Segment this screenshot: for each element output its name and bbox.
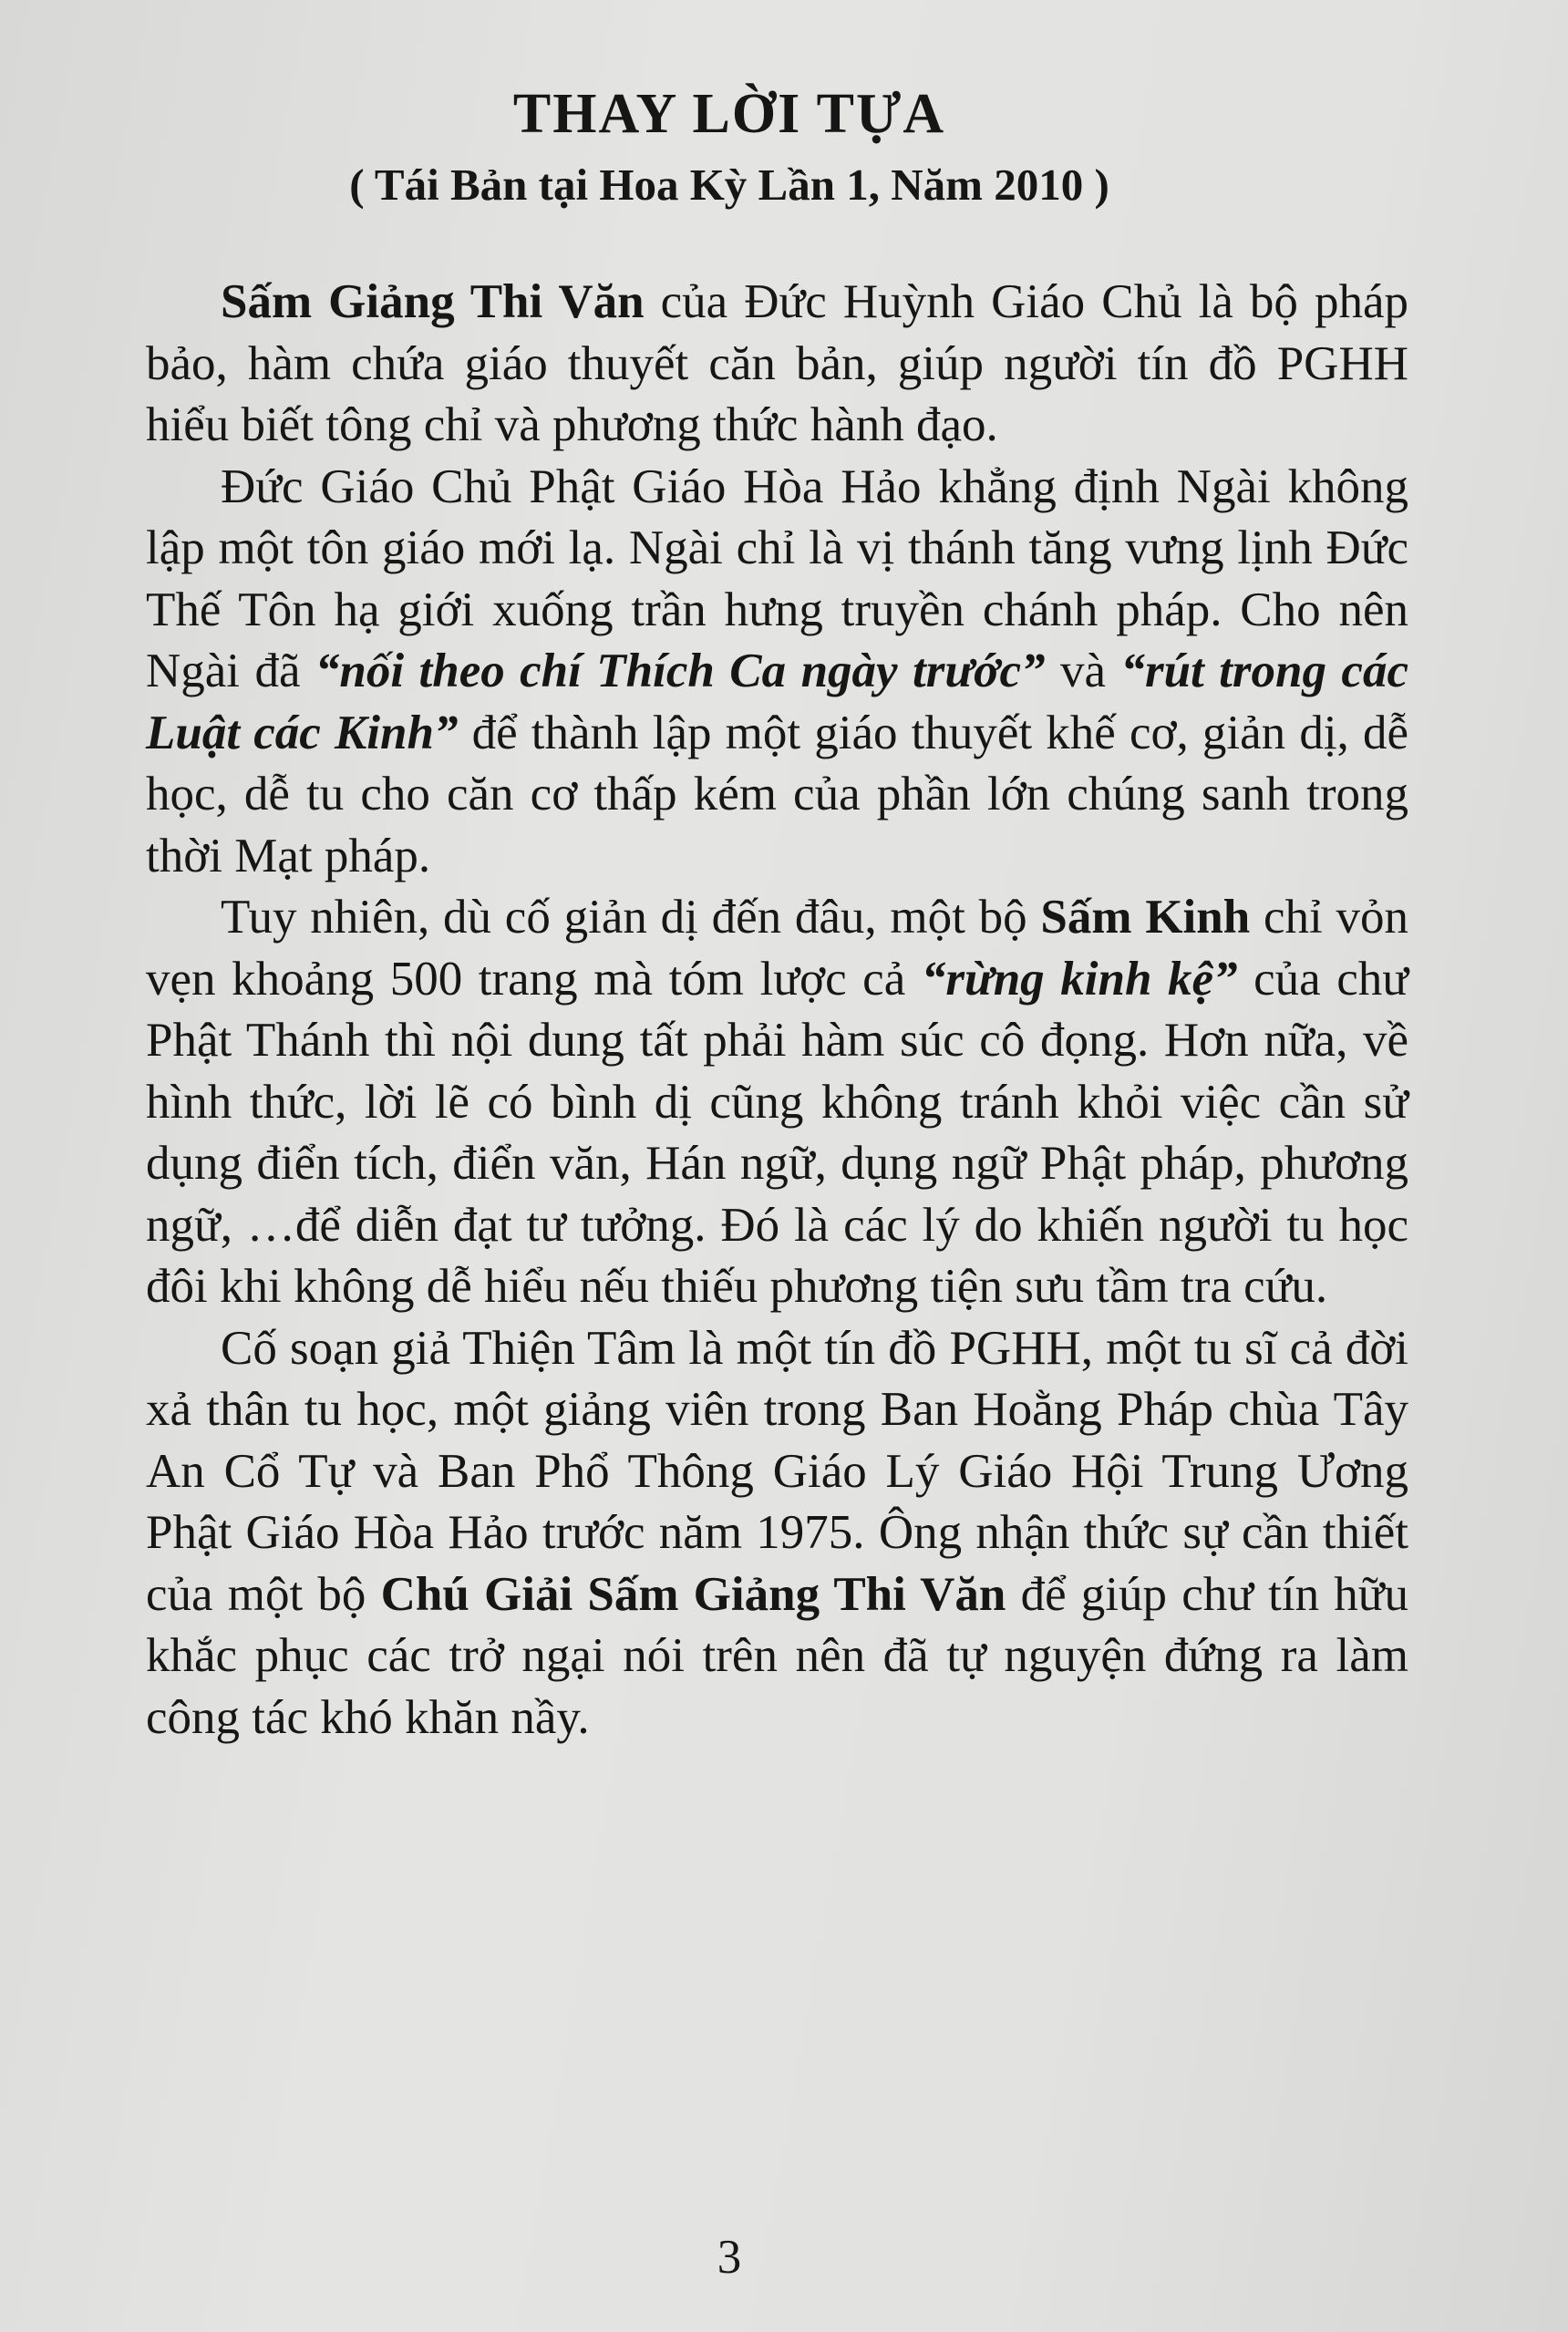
- text-run: Cố soạn giả Thiện Tâm là một tín đồ PGHH, một tu sĩ cả đời xả thân tu học, một giảng viên trong Ban Hoằng Pháp chùa Tây An Cổ Tự và Ban Phổ Thông Giáo Lý Giáo Hội Trung Ương Phật Giáo Hòa Hảo trước năm 1975. Ông nhận thức sự cần thiết của một bộ: [146, 1321, 1408, 1621]
- bold-term: Sấm Giảng Thi Văn: [221, 275, 645, 328]
- bold-term: Sấm Kinh: [1040, 891, 1251, 944]
- text-run: để giúp chư tín hữu khắc phục các trở ngại nói trên nên đã tự nguyện đứng ra làm công tác khó khăn nầy.: [146, 1567, 1408, 1744]
- paragraph-1: [146, 272, 1408, 457]
- body-text: [146, 272, 1408, 1749]
- paragraph-3: [146, 887, 1408, 1318]
- paragraph-2: [146, 457, 1408, 888]
- text-run: Đức Giáo Chủ Phật Giáo Hòa Hảo khẳng định Ngài không lập một tôn giáo mới lạ. Ngài chỉ là vị thánh tăng vưng lịnh Đức Thế Tôn hạ giới xuống trần hưng truyền chánh pháp. Cho nên Ngài đã: [146, 459, 1408, 697]
- text-run: và: [1045, 645, 1121, 697]
- text-run: để thành lập một giáo thuyết khế cơ, giản dị, dễ học, dễ tu cho căn cơ thấp kém của phần lớn chúng sanh trong thời Mạt pháp.: [146, 706, 1408, 882]
- bold-term: Chú Giải Sấm Giảng Thi Văn: [380, 1567, 1006, 1621]
- quoted-phrase: “rừng kinh kệ”: [921, 952, 1238, 1006]
- text-run: Tuy nhiên, dù cố giản dị đến đâu, một bộ: [221, 891, 1041, 944]
- page-subtitle: ( Tái Bản tại Hoa Kỳ Lần 1, Năm 2010 ): [349, 160, 1109, 210]
- text-run: của chư Phật Thánh thì nội dung tất phải hàm súc cô đọng. Hơn nữa, về hình thức, lời lẽ có bình dị cũng không tránh khỏi việc cần sử dụng điển tích, điển văn, Hán ngữ, dụng ngữ Phật pháp, phương ngữ, …để diễn đạt tư tưởng. Đó là các lý do khiến người tu học đôi khi không dễ hiểu nếu thiếu phương tiện sưu tầm tra cứu.: [146, 952, 1408, 1313]
- text-run: chỉ vỏn vẹn khoảng 500 trang mà tóm lược cả: [146, 891, 1408, 1006]
- quoted-phrase: “rút trong các Luật các Kinh”: [146, 645, 1408, 759]
- page-title: THAY LỜI TỰA: [512, 83, 946, 145]
- paragraph-4: [146, 1318, 1408, 1749]
- quoted-phrase: “nối theo chí Thích Ca ngày trước”: [315, 645, 1046, 697]
- text-run: của Đức Huỳnh Giáo Chủ là bộ pháp bảo, hàm chứa giáo thuyết căn bản, giúp người tín đồ PGHH hiểu biết tông chỉ và phương thức hành đạo.: [146, 275, 1408, 451]
- page-number: 3: [717, 2231, 742, 2284]
